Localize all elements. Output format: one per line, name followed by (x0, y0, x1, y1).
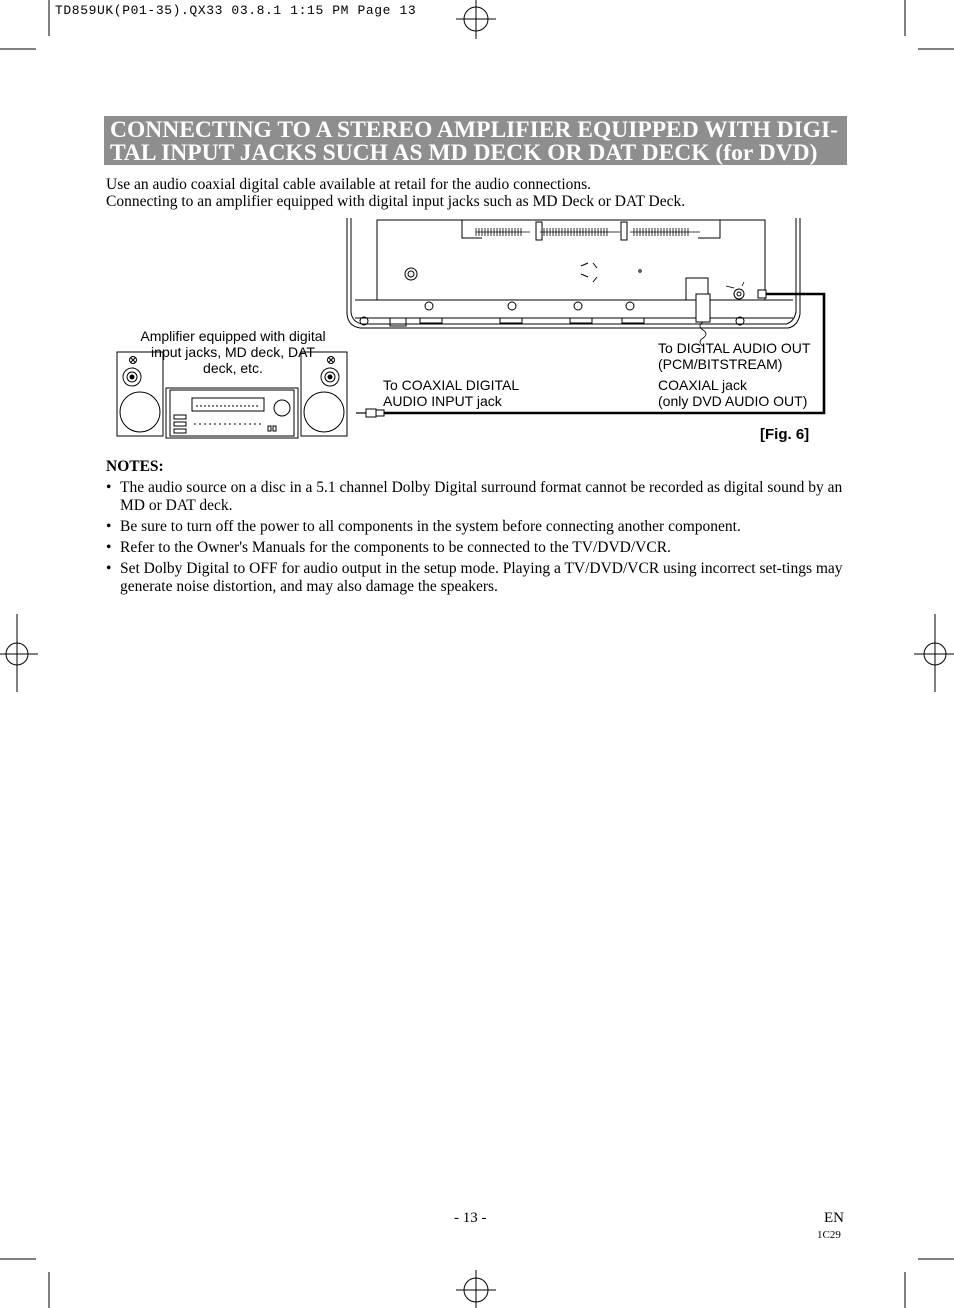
coaxial-jack-label-line-2: (only DVD AUDIO OUT) (658, 393, 808, 409)
section-title-line-1: CONNECTING TO A STEREO AMPLIFIER EQUIPPED WITH DIGI- (110, 117, 838, 143)
note-text: The audio source on a disc in a 5.1 channel Dolby Digital surround format cannot be recorded as digital sound by an MD or DAT deck. (120, 479, 843, 514)
note-item (106, 560, 846, 596)
tv-rear-panel (347, 218, 800, 346)
amplifier-label: Amplifier equipped with digital input jacks, MD deck, DAT deck, etc. (140, 328, 326, 376)
page-number: - 13 - (454, 1210, 487, 1226)
note-item (106, 539, 846, 557)
section-title-line-2: TAL INPUT JACKS SUCH AS MD DECK OR DAT DECK (for DVD) (110, 140, 818, 166)
digital-audio-out-label-line-2: (PCM/BITSTREAM) (658, 356, 783, 372)
coaxial-jack-label-line-1: COAXIAL jack (658, 377, 747, 393)
coaxial-jack-label (658, 377, 807, 409)
bullet-icon: • (106, 479, 112, 496)
bullet-icon: • (106, 518, 112, 535)
digital-audio-out-label (658, 340, 810, 372)
figure-caption: [Fig. 6] (760, 426, 810, 443)
notes-heading: NOTES: (106, 458, 164, 475)
notes-list (106, 479, 846, 599)
coaxial-input-label (383, 377, 519, 409)
bullet-icon: • (106, 539, 112, 556)
bullet-icon: • (106, 560, 112, 577)
amplifier-icon (166, 388, 298, 438)
print-slug: TD859UK(P01-35).QX33 03.8.1 1:15 PM Page 13 (55, 3, 417, 18)
document-code: 1C29 (817, 1229, 841, 1241)
note-text: Refer to the Owner's Manuals for the components to be connected to the TV/DVD/VCR. (120, 539, 671, 556)
note-text: Set Dolby Digital to OFF for audio output in the setup mode. Playing a TV/DVD/VCR using incorrect set-tings may generate noise distortion, and may also damage the speakers. (120, 560, 843, 595)
intro-paragraph-1: Use an audio coaxial digital cable available at retail for the audio connections. (106, 176, 592, 193)
intro-paragraph-2: Connecting to an amplifier equipped with digital input jacks such as MD Deck or DAT Deck. (106, 193, 686, 210)
note-text: Be sure to turn off the power to all components in the system before connecting another component. (120, 518, 741, 535)
note-item (106, 518, 846, 536)
note-item (106, 479, 846, 515)
section-title (104, 116, 847, 165)
coaxial-input-label-line-2: AUDIO INPUT jack (383, 393, 502, 409)
coaxial-input-label-line-1: To COAXIAL DIGITAL (383, 377, 520, 393)
digital-audio-out-label-line-1: To DIGITAL AUDIO OUT (658, 340, 811, 356)
language-code: EN (824, 1210, 844, 1226)
